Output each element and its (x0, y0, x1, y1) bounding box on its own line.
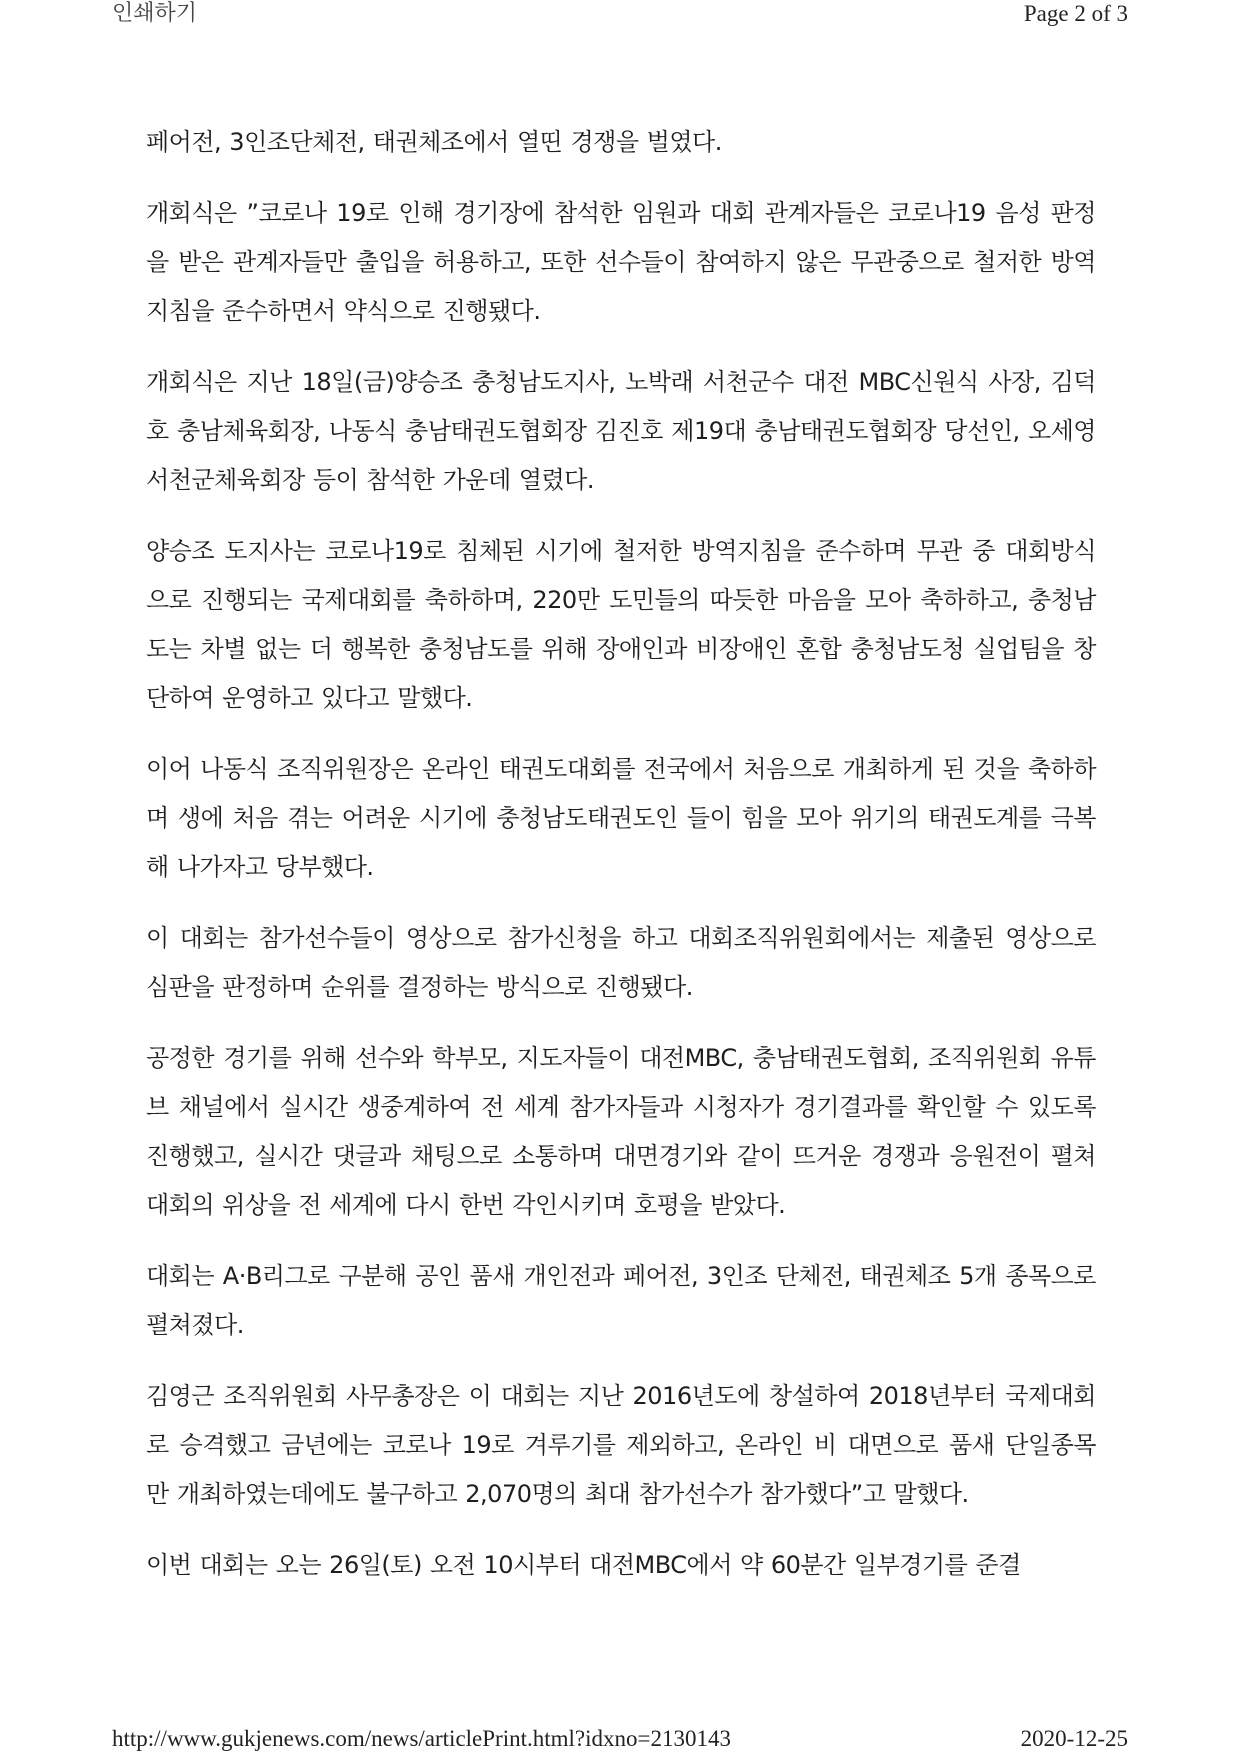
paragraph-10: 이번 대회는 오는 26일(토) 오전 10시부터 대전MBC에서 약 60분간 일부경기를 준결 (146, 1551, 1021, 1579)
print-link[interactable]: 인쇄하기 (112, 1, 198, 26)
paragraph-9: 김영근 조직위원회 사무총장은 이 대회는 지난 2016년도에 창설하여 2018년부터 국제대회로 승격했고 금년에는 코로나 19로 겨루기를 제외하고, 온라인 비 대면으로 품새 단일종목 만 개최하였는데에도 불구하고 2,070명의 최대 참가선수가 참가했다”고 말했다. (146, 1382, 1096, 1508)
source-url[interactable]: http://www.gukjenews.com/news/articlePrint.html?idxno=2130143 (112, 1726, 731, 1751)
print-date: 2020-12-25 (1020, 1726, 1128, 1751)
paragraph-4: 양승조 도지사는 코로나19로 침체된 시기에 철저한 방역지침을 준수하며 무관 중 대회방식으로 진행되는 국제대회를 축하하며, 220만 도민들의 따듯한 마음을 모아 축하하고, 충청남도는 차별 없는 더 행복한 충청남도를 위해 장애인과 비장애인 혼합 충청남도청 실업팀을 창단하여 운영하고 있다고 말했다. (146, 537, 1096, 712)
paragraph-5: 이어 나동식 조직위원장은 온라인 태권도대회를 전국에서 처음으로 개최하게 된 것을 축하하며 생에 처음 겪는 어려운 시기에 충청남도태권도인 들이 힘을 모아 위기의 태권도계를 극복해 나가자고 당부했다. (146, 755, 1096, 881)
paragraph-3: 개회식은 지난 18일(금)양승조 충청남도지사, 노박래 서천군수 대전 MBC신원식 사장, 김덕호 충남체육회장, 나동식 충남태권도협회장 김진호 제19대 충남태권도협회장 당선인, 오세영 서천군체육회장 등이 참석한 가운데 열렸다. (146, 368, 1096, 494)
page-indicator: Page 2 of 3 (1023, 1, 1128, 26)
paragraph-8: 대회는 A·B리그로 구분해 공인 품새 개인전과 페어전, 3인조 단체전, 태권체조 5개 종목으로 펼쳐졌다. (146, 1262, 1096, 1339)
paragraph-1: 페어전, 3인조단체전, 태권체조에서 열띤 경쟁을 벌였다. (146, 128, 722, 156)
paragraph-6: 이 대회는 참가선수들이 영상으로 참가신청을 하고 대회조직위원회에서는 제출된 영상으로 심판을 판정하며 순위를 결정하는 방식으로 진행됐다. (146, 924, 1096, 1001)
article-body (146, 118, 1096, 1612)
paragraph-7: 공정한 경기를 위해 선수와 학부모, 지도자들이 대전MBC, 충남태권도협회, 조직위원회 유튜브 채널에서 실시간 생중계하여 전 세계 참가자들과 시청자가 경기결과를 확인할 수 있도록 진행했고, 실시간 댓글과 채팅으로 소통하며 대면경기와 같이 뜨거운 경쟁과 응원전이 펼쳐 대회의 위상을 전 세계에 다시 한번 각인시키며 호평을 받았다. (146, 1044, 1096, 1219)
paragraph-2: 개회식은 ”코로나 19로 인해 경기장에 참석한 임원과 대회 관계자들은 코로나19 음성 판정을 받은 관계자들만 출입을 허용하고, 또한 선수들이 참여하지 않은 무관중으로 철저한 방역지침을 준수하면서 약식으로 진행됐다. (146, 199, 1096, 325)
